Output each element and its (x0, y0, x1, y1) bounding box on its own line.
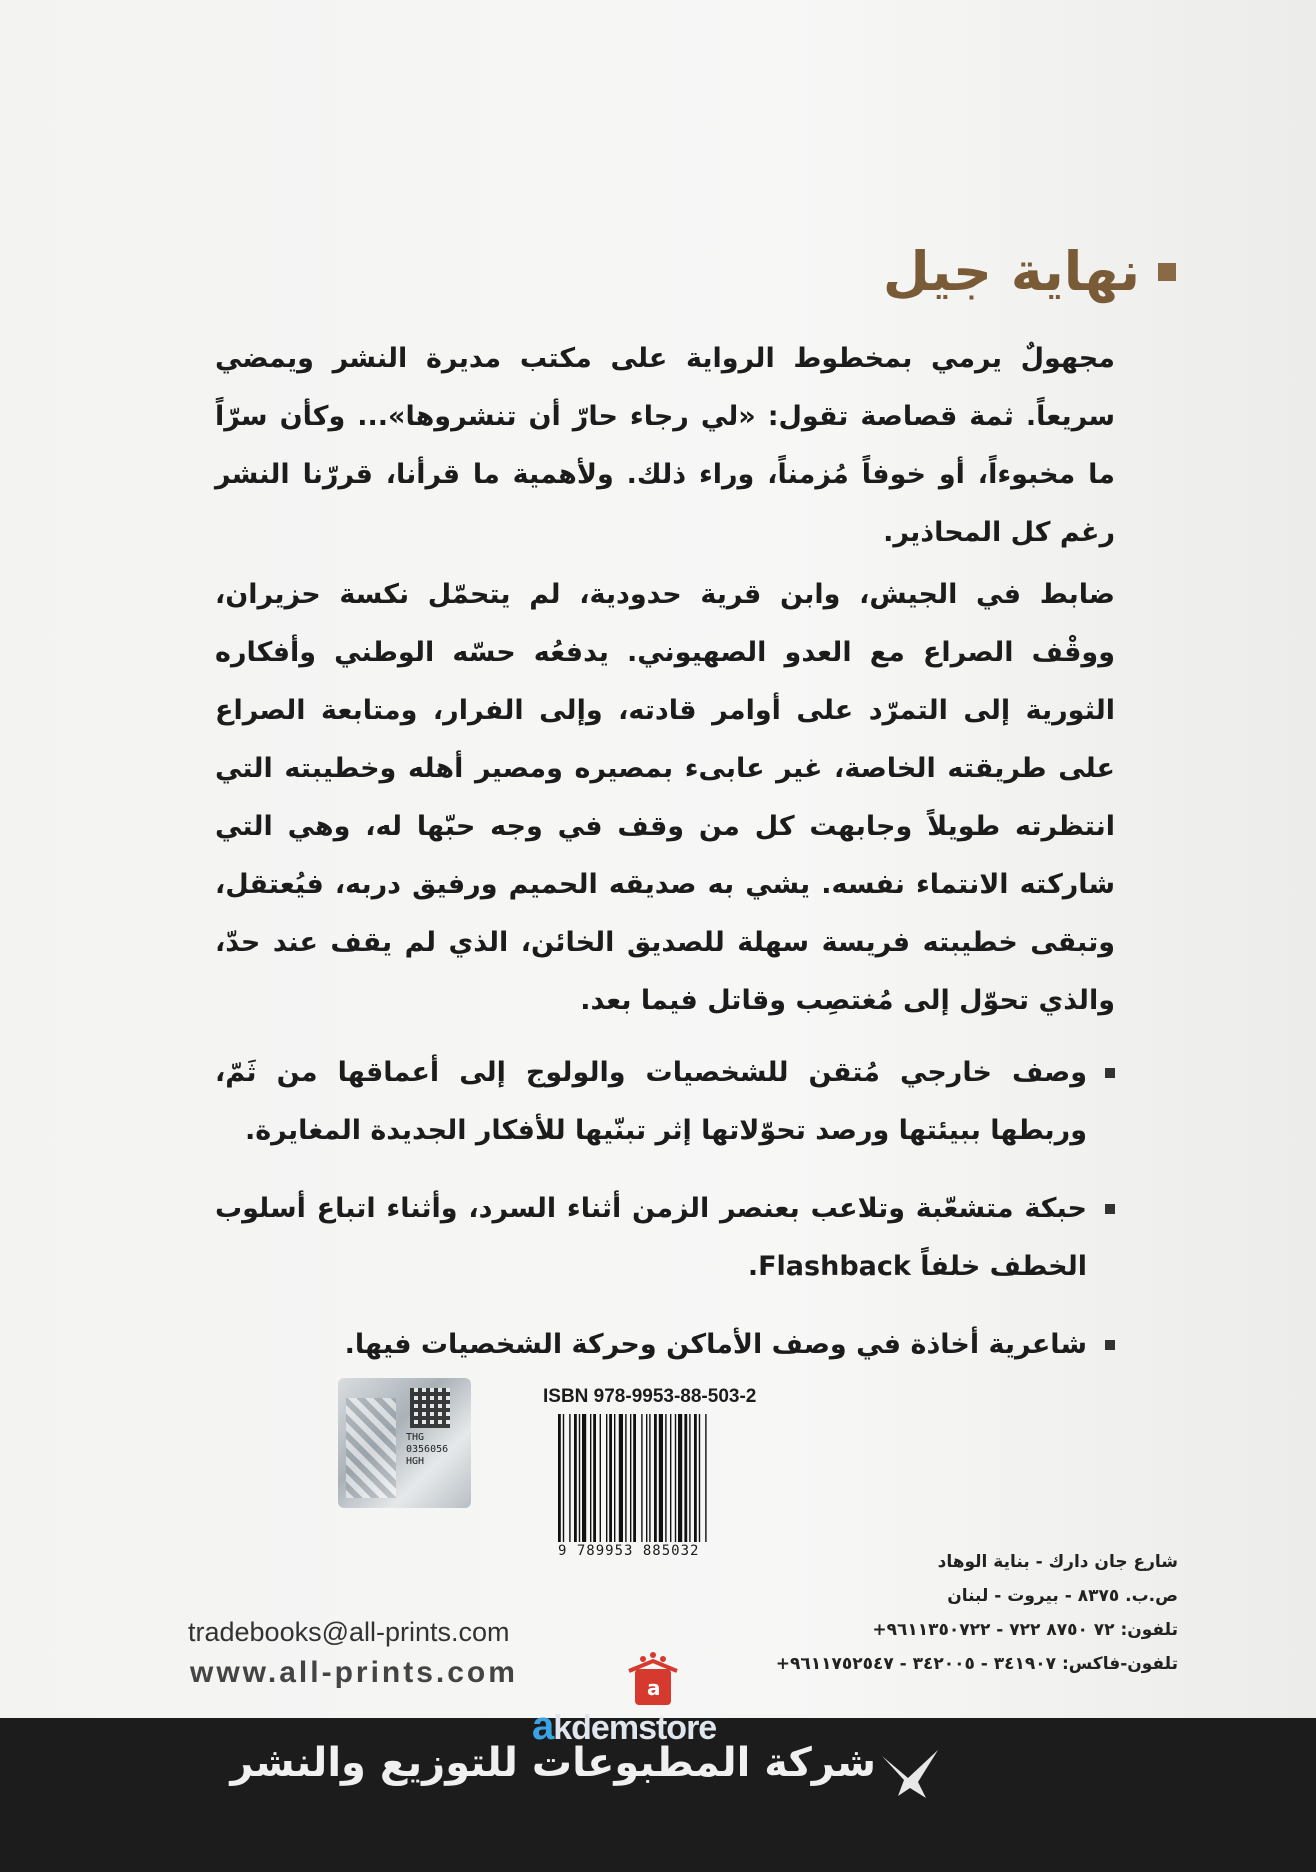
address-line: تلفون: ٧٢ ٨٧٥٠ ٧٢٢ - ٩٦١١٣٥٠٧٢٢+ (872, 1620, 1178, 1640)
barcode-bar (670, 1414, 671, 1542)
watermark-a: a (532, 1704, 554, 1748)
barcode-bar (649, 1414, 650, 1542)
barcode-bar (659, 1414, 663, 1542)
qr-code-icon (410, 1388, 450, 1428)
publisher-address (776, 1545, 1178, 1681)
barcode-bar (694, 1414, 697, 1542)
barcode-digits: 9 789953 885032 (558, 1543, 700, 1559)
barcode (558, 1414, 770, 1542)
barcode-bar (654, 1414, 657, 1542)
bullet-square-icon (1105, 1068, 1115, 1078)
bullet-square-icon (1105, 1204, 1115, 1214)
address-line: ص.ب. ٨٣٧٥ - بيروت - لبنان (947, 1586, 1178, 1606)
hologram-code-line: HGH (406, 1456, 425, 1467)
publisher-name: شركة المطبوعات للتوزيع والنشر (230, 1740, 876, 1786)
barcode-bar (689, 1414, 690, 1542)
barcode-bar (675, 1414, 676, 1542)
barcode-bar (590, 1414, 591, 1542)
blurb (215, 330, 1115, 1394)
barcode-bar (582, 1414, 586, 1542)
barcode-bar (593, 1414, 596, 1542)
barcode-bar (569, 1414, 570, 1542)
barcode-bar (600, 1414, 601, 1542)
barcode-bar (630, 1414, 631, 1542)
address-line: شارع جان دارك - بناية الوهاد (937, 1552, 1178, 1572)
barcode-bar (705, 1414, 706, 1542)
feature-text: حبكة متشعّبة وتلاعب بعنصر الزمن أثناء السرد، وأثناء اتباع أسلوب الخطف خلفاً Flashback. (215, 1193, 1087, 1282)
blurb-paragraph-1: مجهولٌ يرمي بمخطوط الرواية على مكتب مديرة النشر ويمضي سريعاً. ثمة قصاصة تقول: «لي رجاء حارّ أن تنشروها»... وكأن سرّاً ما مخبوءاً، أو خوفاً مُزمناً، وراء ذلك. ولأهمية ما قرأنا، قررّنا النشر رغم كل المحاذير. (215, 343, 1115, 548)
barcode-bar (678, 1414, 682, 1542)
website-link[interactable]: www.all-prints.com (190, 1656, 518, 1689)
book-title: نهاية جيل (882, 240, 1140, 303)
email-link[interactable]: tradebooks@all-prints.com (188, 1617, 510, 1647)
blurb-paragraph-2: ضابط في الجيش، وابن قرية حدودية، لم يتحمّل نكسة حزيران، ووقْف الصراع مع العدو الصهيوني. يدفعُه حسّه الوطني وأفكاره الثورية إلى التمرّد على أوامر قادته، وإلى الفرار، ومتابعة الصراع على طريقته الخاصة، غير عابىء بمصيره ومصير أهله وخطيبته التي انتظرته طويلاً وجابهت كل من وقف في وجه حبّها له، وهي التي شاركته الانتماء نفسه. يشي به صديقه الحميم ورفيق دربه، فيُعتقل، وتبقى خطيبته فريسة سهلة للصديق الخائن، الذي لم يقف عند حدّ، والذي تحوّل إلى مُغتصِب وقاتل فيما بعد. (215, 579, 1115, 1016)
title-row (883, 240, 1176, 303)
barcode-bar (579, 1414, 580, 1542)
feature-list (215, 1044, 1115, 1374)
barcode-bar (614, 1414, 615, 1542)
address-line: تلفون-فاكس: ٣٤١٩٠٧ - ٣٤٢٠٠٥ - ٩٦١١٧٥٢٥٤٧+ (775, 1654, 1178, 1674)
barcode-bar (699, 1414, 700, 1542)
barcode-bar (684, 1414, 687, 1542)
barcode-bar (609, 1414, 612, 1542)
hologram-code-line: 0356056 (406, 1444, 449, 1455)
barcode-bar (646, 1414, 647, 1542)
feature-text: شاعرية أخاذة في وصف الأماكن وحركة الشخصيات فيها. (344, 1329, 1087, 1360)
barcode-bar (574, 1414, 577, 1542)
title-square-icon (1158, 263, 1176, 281)
feature-item (215, 1044, 1115, 1160)
barcode-bar (625, 1414, 626, 1542)
barcode-bar (619, 1414, 623, 1542)
bullet-square-icon (1105, 1340, 1115, 1350)
hologram-code (406, 1432, 448, 1468)
svg-text:a: a (647, 1676, 661, 1700)
isbn-label: ISBN 978-9953-88-503-2 (543, 1386, 757, 1407)
watermark-text: kdemstore (553, 1709, 717, 1747)
feature-text: وصف خارجي مُتقن للشخصيات والولوج إلى أعماقها من ثَمّ، وربطها ببيئتها ورصد تحوّلاتها إثر تبنّيها للأفكار الجديدة المغايرة. (215, 1057, 1087, 1146)
feature-item (215, 1316, 1115, 1374)
hologram-sticker (338, 1378, 471, 1508)
hologram-band (346, 1398, 396, 1498)
barcode-bar (558, 1414, 561, 1542)
barcode-bar (633, 1414, 636, 1542)
feature-item (215, 1180, 1115, 1296)
bird-logo-icon (880, 1748, 942, 1800)
barcode-bar (606, 1414, 607, 1542)
barcode-bar (641, 1414, 642, 1542)
hologram-code-line: THG (406, 1432, 425, 1443)
barcode-bar (563, 1414, 564, 1542)
barcode-bar (665, 1414, 666, 1542)
book-logo-icon (625, 1651, 681, 1709)
